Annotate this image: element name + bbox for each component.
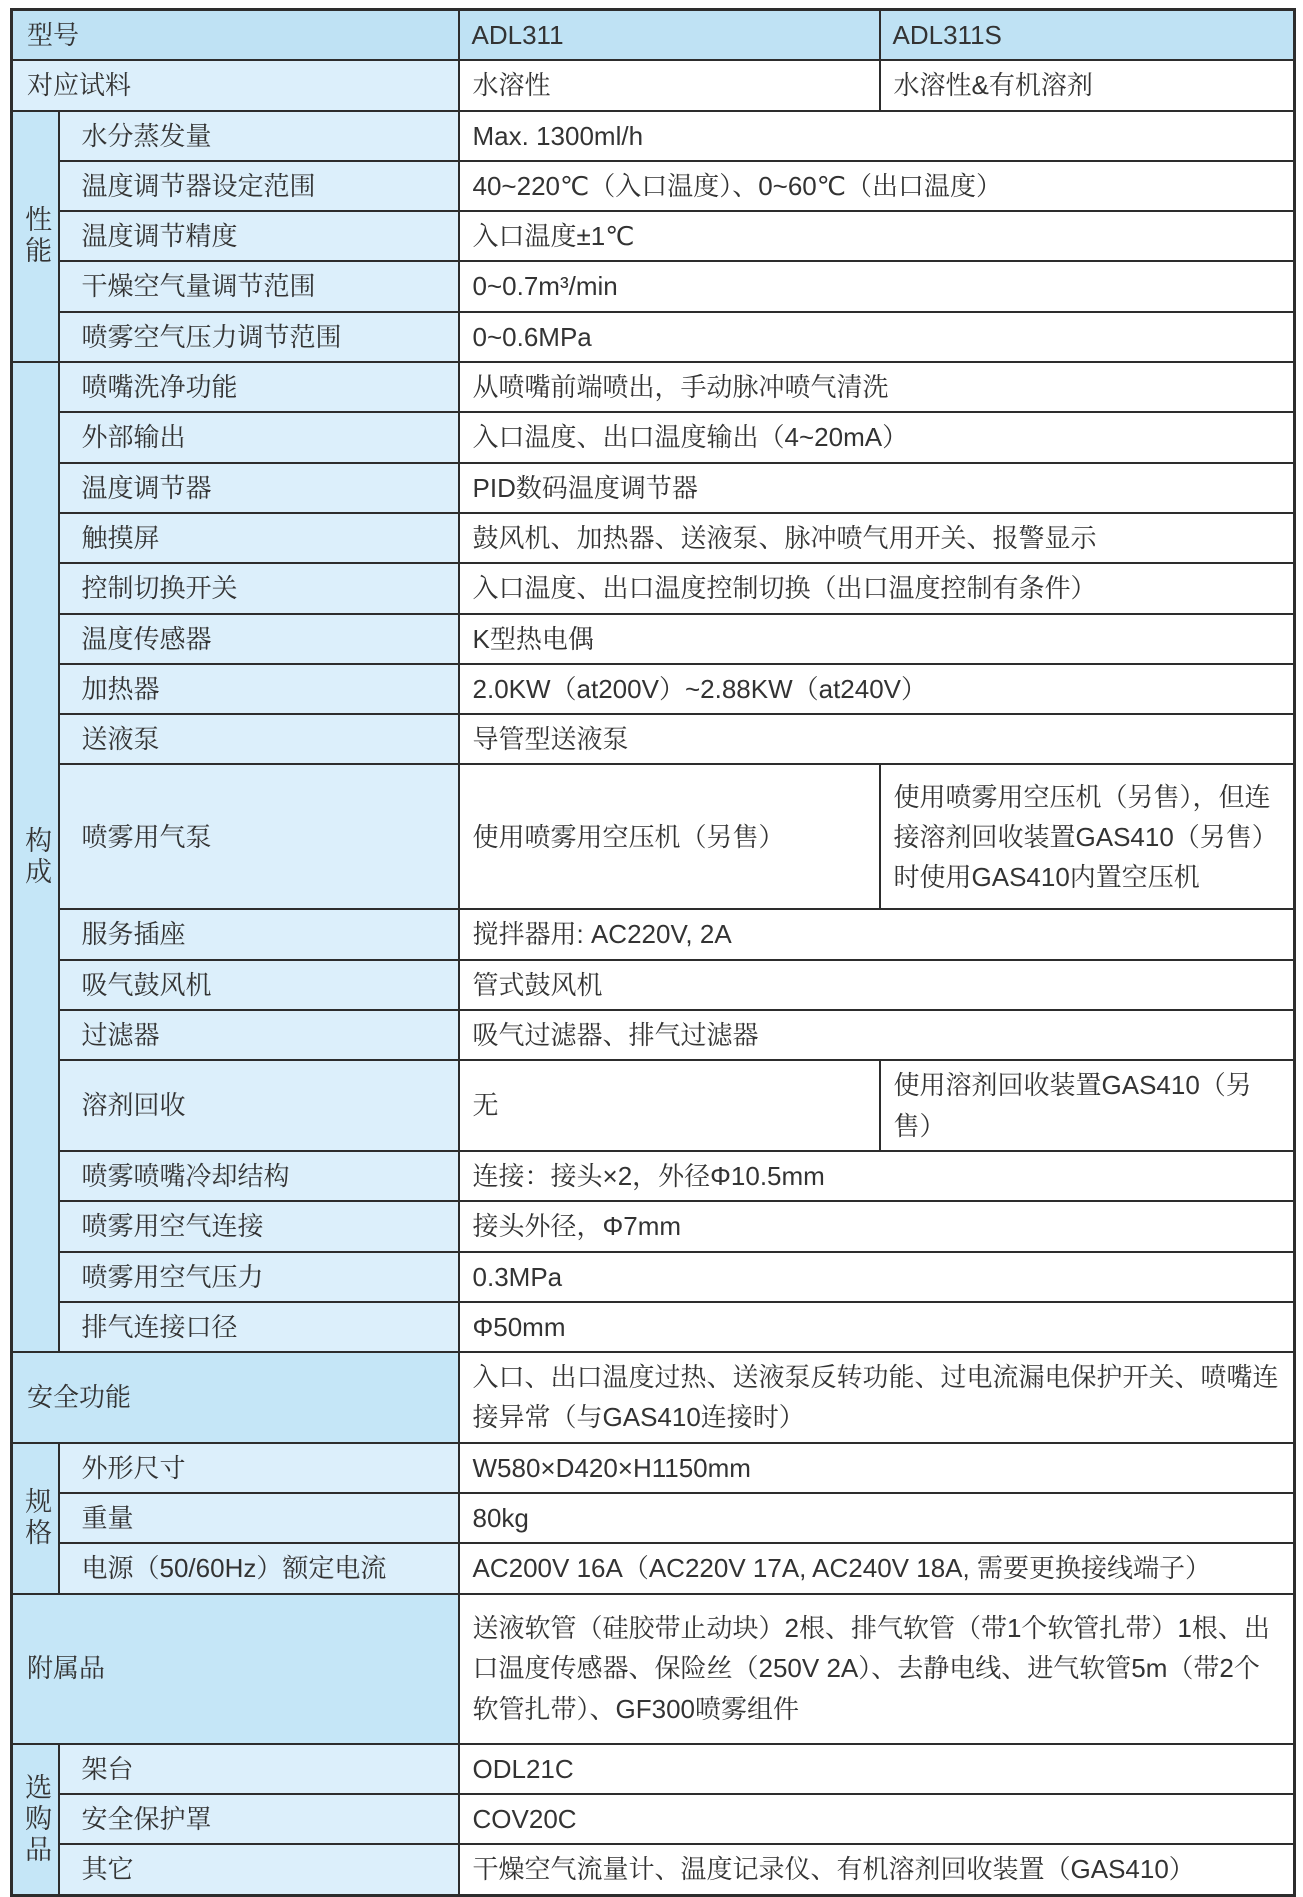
sample-value-adl311: 水溶性 [459,60,880,110]
label-safety-cover: 安全保护罩 [59,1794,459,1844]
value-dimensions: W580×D420×H1150mm [459,1443,1295,1493]
label-dimensions: 外形尺寸 [59,1443,459,1493]
value-solvent-recovery-adl311: 无 [459,1060,880,1151]
label-liquid-feed-pump: 送液泵 [59,714,459,764]
value-safety-cover: COV20C [459,1794,1295,1844]
value-temp-controller: PID数码温度调节器 [459,463,1295,513]
label-temp-controller: 温度调节器 [59,463,459,513]
label-power-supply: 电源（50/60Hz）额定电流 [59,1543,459,1593]
table-row [12,261,1295,311]
value-spray-air-pressure-range: 0~0.6MPa [459,312,1295,362]
label-spray-air-pressure-range: 喷雾空气压力调节范围 [59,312,459,362]
section-title-specs: 规格 [12,1443,59,1594]
label-moisture-evaporation: 水分蒸发量 [59,111,459,161]
value-drying-air-flow-range: 0~0.7m³/min [459,261,1295,311]
label-drying-air-flow-range: 干燥空气量调节范围 [59,261,459,311]
label-service-outlet: 服务插座 [59,909,459,959]
label-heater: 加热器 [59,664,459,714]
value-temp-controller-range: 40~220℃（入口温度）、0~60℃（出口温度） [459,161,1295,211]
label-control-switch: 控制切换开关 [59,563,459,613]
value-nozzle-cleaning: 从喷嘴前端喷出，手动脉冲喷气清洗 [459,362,1295,412]
table-row [12,1302,1295,1352]
label-spray-air-pump: 喷雾用气泵 [59,764,459,909]
table-row [12,1844,1295,1895]
value-spray-air-connection: 接头外径，Φ7mm [459,1201,1295,1251]
value-temp-sensor: K型热电偶 [459,614,1295,664]
table-row [12,463,1295,513]
value-filter: 吸气过滤器、排气过滤器 [459,1010,1295,1060]
sample-row-label: 对应试料 [12,60,459,110]
table-row [12,614,1295,664]
value-control-switch: 入口温度、出口温度控制切换（出口温度控制有条件） [459,563,1295,613]
table-row [12,1252,1295,1302]
table-row-safety [12,1352,1295,1443]
label-temp-sensor: 温度传感器 [59,614,459,664]
table-row [12,111,1295,161]
table-row [12,664,1295,714]
label-spray-air-pressure: 喷雾用空气压力 [59,1252,459,1302]
label-solvent-recovery: 溶剂回收 [59,1060,459,1151]
section-title-optional: 选购品 [12,1744,59,1895]
value-spray-nozzle-cooling: 连接：接头×2，外径Φ10.5mm [459,1151,1295,1201]
model-name-adl311: ADL311 [459,10,880,61]
table-row [12,1744,1295,1794]
label-external-output: 外部输出 [59,412,459,462]
value-spray-air-pump-adl311s: 使用喷雾用空压机（另售），但连接溶剂回收装置GAS410（另售）时使用GAS410内置空压机 [880,764,1295,909]
label-filter: 过滤器 [59,1010,459,1060]
label-touch-panel: 触摸屏 [59,513,459,563]
table-row [12,412,1295,462]
table-row [12,960,1295,1010]
label-safety-function: 安全功能 [12,1352,459,1443]
sample-value-adl311s: 水溶性&有机溶剂 [880,60,1295,110]
table-row-sample [12,60,1295,110]
value-liquid-feed-pump: 导管型送液泵 [459,714,1295,764]
table-row [12,161,1295,211]
table-row [12,1794,1295,1844]
table-row [12,1060,1295,1151]
table-row [12,714,1295,764]
table-row [12,1443,1295,1493]
table-row-model [12,10,1295,61]
value-solvent-recovery-adl311s: 使用溶剂回收装置GAS410（另售） [880,1060,1295,1151]
model-row-label: 型号 [12,10,459,61]
value-spray-air-pump-adl311: 使用喷雾用空压机（另售） [459,764,880,909]
label-others: 其它 [59,1844,459,1895]
value-power-supply: AC200V 16A（AC220V 17A, AC240V 18A, 需要更换接线端子） [459,1543,1295,1593]
section-title-performance: 性能 [12,111,59,362]
spec-table [10,8,1296,1897]
value-heater: 2.0KW（at200V）~2.88KW（at240V） [459,664,1295,714]
table-row [12,1201,1295,1251]
table-row [12,513,1295,563]
label-temp-controller-range: 温度调节器设定范围 [59,161,459,211]
table-row [12,1493,1295,1543]
value-accessories: 送液软管（硅胶带止动块）2根、排气软管（带1个软管扎带）1根、出口温度传感器、保险丝（250V 2A）、去静电线、进气软管5m（带2个软管扎带）、GF300喷雾组件 [459,1594,1295,1744]
label-nozzle-cleaning: 喷嘴洗净功能 [59,362,459,412]
table-row [12,909,1295,959]
table-row [12,1151,1295,1201]
label-accessories: 附属品 [12,1594,459,1744]
label-weight: 重量 [59,1493,459,1543]
table-row [12,312,1295,362]
table-row-accessories [12,1594,1295,1744]
label-temp-accuracy: 温度调节精度 [59,211,459,261]
value-external-output: 入口温度、出口温度输出（4~20mA） [459,412,1295,462]
value-suction-blower: 管式鼓风机 [459,960,1295,1010]
table-row [12,1010,1295,1060]
table-row [12,764,1295,909]
value-temp-accuracy: 入口温度±1℃ [459,211,1295,261]
value-stand: ODL21C [459,1744,1295,1794]
value-moisture-evaporation: Max. 1300ml/h [459,111,1295,161]
model-name-adl311s: ADL311S [880,10,1295,61]
value-service-outlet: 搅拌器用: AC220V, 2A [459,909,1295,959]
label-spray-air-connection: 喷雾用空气连接 [59,1201,459,1251]
value-safety-function: 入口、出口温度过热、送液泵反转功能、过电流漏电保护开关、喷嘴连接异常（与GAS410连接时） [459,1352,1295,1443]
value-others: 干燥空气流量计、温度记录仪、有机溶剂回收装置（GAS410） [459,1844,1295,1895]
table-row [12,362,1295,412]
section-title-composition: 构成 [12,362,59,1352]
value-touch-panel: 鼓风机、加热器、送液泵、脉冲喷气用开关、报警显示 [459,513,1295,563]
table-row [12,563,1295,613]
label-exhaust-port-diameter: 排气连接口径 [59,1302,459,1352]
table-row [12,1543,1295,1593]
table-row [12,211,1295,261]
label-spray-nozzle-cooling: 喷雾喷嘴冷却结构 [59,1151,459,1201]
value-exhaust-port-diameter: Φ50mm [459,1302,1295,1352]
value-spray-air-pressure: 0.3MPa [459,1252,1295,1302]
label-suction-blower: 吸气鼓风机 [59,960,459,1010]
value-weight: 80kg [459,1493,1295,1543]
label-stand: 架台 [59,1744,459,1794]
